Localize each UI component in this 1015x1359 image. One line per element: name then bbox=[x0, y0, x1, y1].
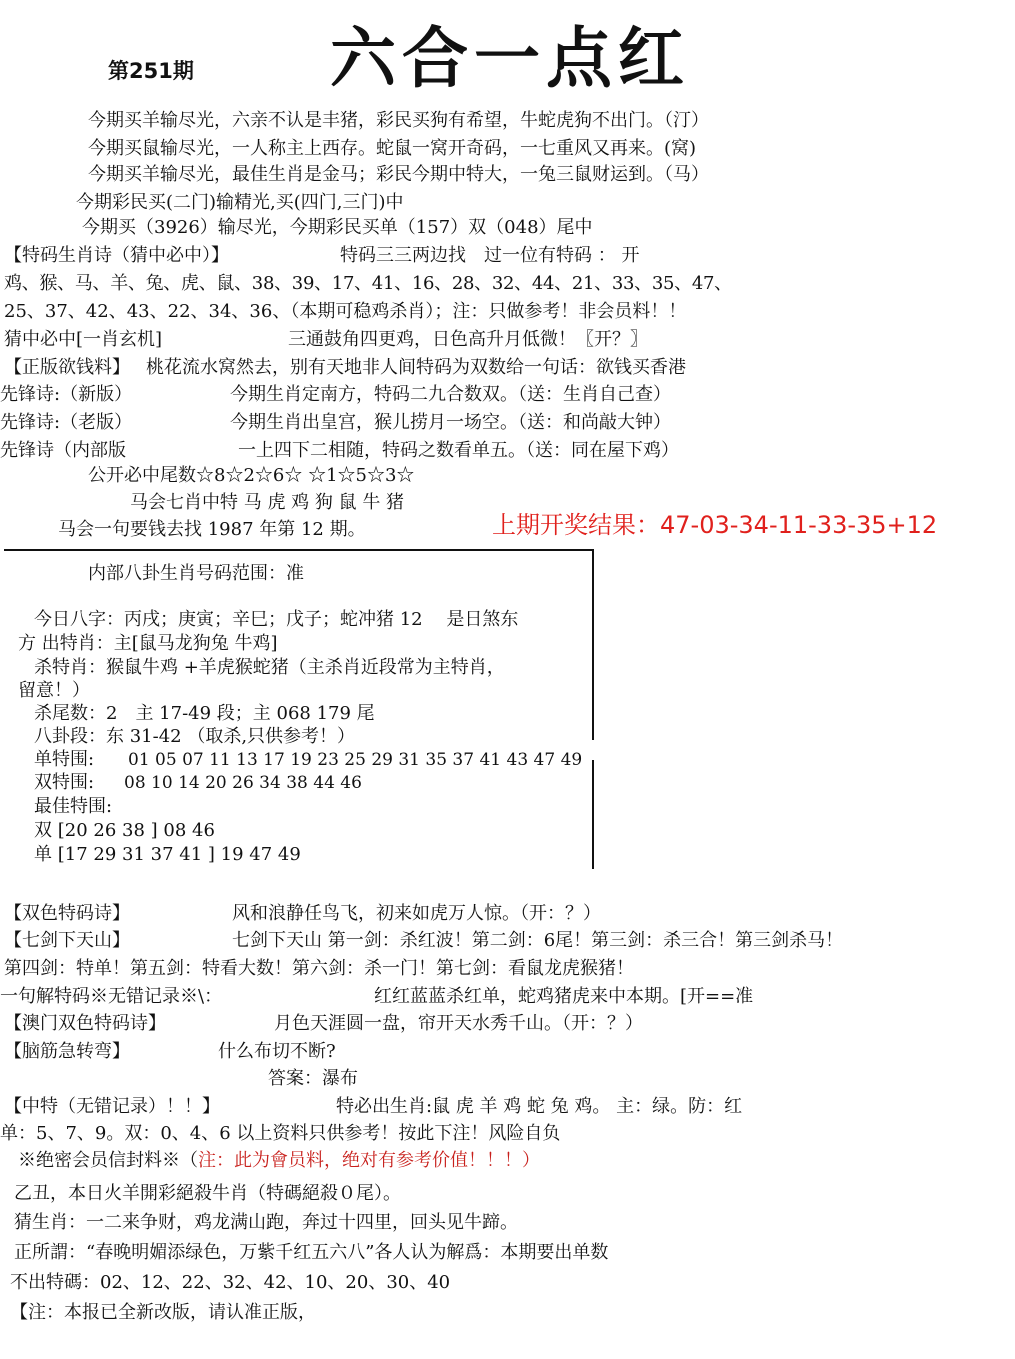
member-line-2: 猜生肖：一二来争财，鸡龙满山跑，奔过十四里，回头见牛蹄。 bbox=[14, 1212, 518, 1233]
double-range-label: 双特围: bbox=[34, 772, 95, 793]
horse-sentence: 马会一句要钱去找 1987 年第 12 期。 bbox=[58, 519, 366, 540]
last-result-label: 上期开奖结果： bbox=[492, 511, 660, 539]
pioneer-text-internal: 一上四下二相随，特码之数看单五。（送：同在屋下鸡） bbox=[238, 440, 679, 461]
footer-note: 【注：本报已全新改版，请认准正版， bbox=[10, 1302, 316, 1323]
poem-list-1: 鸡、猴、马、羊、兔、虎、鼠、38、39、17、41、16、28、32、44、21、33、35、47、 bbox=[4, 273, 732, 294]
pioneer-label-new: 先锋诗:（新版） bbox=[0, 384, 133, 405]
macau-label: 【澳门双色特码诗】 bbox=[4, 1013, 166, 1034]
best-single: 单 [17 29 31 37 41 ] 19 47 49 bbox=[34, 844, 301, 865]
brain-answer: 答案：瀑布 bbox=[268, 1068, 358, 1089]
one-sentence-label: 一句解特码※无错记录※\： bbox=[0, 986, 223, 1007]
pioneer-label-internal: 先锋诗（内部版 bbox=[0, 440, 126, 461]
brain-label: 【脑筋急转弯】 bbox=[4, 1041, 130, 1062]
seven-swords-label: 【七剑下天山】 bbox=[4, 930, 130, 951]
tail-numbers: 公开必中尾数☆8☆2☆6☆ ☆1☆5☆3☆ bbox=[88, 465, 415, 486]
pioneer-label-old: 先锋诗:（老版） bbox=[0, 412, 133, 433]
intro-line-1: 今期买羊输尽光，六亲不认是丰猪，彩民买狗有希望，牛蛇虎狗不出门。（汀） bbox=[88, 110, 709, 131]
intro-line-2: 今期买鼠输尽光，一人称主上西存。蛇鼠一窝开奇码，一七重风又再来。(窝) bbox=[88, 138, 697, 159]
member-label: ※绝密会员信封料※（ bbox=[18, 1150, 198, 1171]
pioneer-text-new: 今期生肖定南方，特码二九合数双。（送：生肖自己查） bbox=[230, 384, 671, 405]
bagua-line-5: 杀尾数：2 主 17-49 段；主 068 179 尾 bbox=[34, 703, 375, 724]
last-result bbox=[492, 510, 937, 540]
poem-list-2: 25、37、42、43、22、34、36、（本期可稳鸡杀肖）；注：只做参考！非会员料！！ bbox=[4, 301, 687, 322]
zhongte-label: 【中特（无错记录）！！】 bbox=[4, 1096, 220, 1117]
zhongte-text: 特必出生肖:鼠 虎 羊 鸡 蛇 兔 鸡。 主：绿。防：红 bbox=[336, 1096, 743, 1117]
poem-heading: 【特码生肖诗（猜中必中）】 bbox=[4, 245, 229, 266]
member-line-3: 正所謂：“春晚明媚添绿色，万紫千红五六八”各人认为解爲：本期要出单数 bbox=[14, 1242, 609, 1263]
pioneer-text-old: 今期生肖出皇宫，猴儿捞月一场空。（送：和尚敲大钟） bbox=[230, 412, 671, 433]
member-line-1: 乙丑，本日火羊開彩絕殺牛肖（特碼絕殺０尾）。 bbox=[14, 1183, 401, 1204]
best-range-label: 最佳特围: bbox=[34, 796, 113, 817]
intro-line-4: 今期彩民买(二门)输精光,买(四门,三门)中 bbox=[76, 192, 404, 213]
member-line bbox=[18, 1150, 540, 1172]
single-range-values: 01 05 07 11 13 17 19 23 25 29 31 35 37 41 43 47 49 bbox=[128, 750, 583, 770]
bagua-box-gap bbox=[592, 740, 596, 760]
bagua-line-1: 今日八字：丙戌；庚寅；辛巳；戊子；蛇冲猪 12 是日煞东 bbox=[34, 609, 519, 630]
best-double: 双 [20 26 38 ] 08 46 bbox=[34, 820, 215, 841]
money-label: 【正版欲钱料】 bbox=[4, 357, 130, 378]
zhongte-line-2: 单：5、7、9。双：0、4、6 以上资料只供参考！按此下注！风险自负 bbox=[0, 1123, 561, 1144]
riddle-text: 三通鼓角四更鸡，日色高升月低微！〖开？〗 bbox=[288, 329, 648, 350]
riddle-label: 猜中必中[一肖玄机] bbox=[4, 329, 163, 350]
intro-line-3: 今期买羊输尽光，最佳生肖是金马；彩民今期中特大，一兔三鼠财运到。（马） bbox=[88, 164, 709, 185]
money-text: 桃花流水窝然去，别有天地非人间特码为双数给一句话：欲钱买香港 bbox=[146, 357, 686, 378]
bagua-line-2: 方 出特肖：主[鼠马龙狗兔 牛鸡] bbox=[18, 633, 278, 654]
member-note: 注：此为會员料，绝对有参考价值！！！） bbox=[198, 1150, 540, 1171]
seven-swords-line-2: 第四剑：特单！第五剑：特看大数！第六剑：杀一门！第七剑：看鼠龙虎猴猪！ bbox=[4, 958, 634, 979]
poem-clue: 特码三三两边找 过一位有特码 ： 开 bbox=[340, 245, 640, 266]
bagua-line-3: 杀特肖：猴鼠牛鸡 +羊虎猴蛇猪（主杀肖近段常为主特肖， bbox=[34, 657, 505, 678]
issue-number: 第251期 bbox=[108, 59, 194, 83]
single-range-label: 单特围: bbox=[34, 749, 95, 770]
intro-line-5: 今期买（3926）输尽光，今期彩民买单（157）双（048）尾中 bbox=[82, 217, 593, 238]
macau-text: 月色天涯圆一盘，帘开天水秀千山。（开：？） bbox=[274, 1013, 643, 1034]
bagua-heading: 内部八卦生肖号码范围：准 bbox=[88, 563, 304, 584]
double-range-values: 08 10 14 20 26 34 38 44 46 bbox=[124, 773, 362, 793]
bagua-line-6: 八卦段：东 31-42 （取杀,只供参考！） bbox=[34, 726, 356, 747]
seven-swords-text: 七剑下天山 第一剑：杀红波！第二剑：6尾！第三剑：杀三合！第三剑杀马！ bbox=[232, 930, 844, 951]
bagua-line-4: 留意！） bbox=[18, 680, 90, 701]
brain-question: 什么布切不断? bbox=[218, 1041, 336, 1062]
double-color-text: 风和浪静任鸟飞，初来如虎万人惊。（开：？） bbox=[232, 903, 601, 924]
horse-seven: 马会七肖中特 马 虎 鸡 狗 鼠 牛 猪 bbox=[130, 492, 405, 513]
double-color-label: 【双色特码诗】 bbox=[4, 903, 130, 924]
member-line-4: 不出特碼：02、12、22、32、42、10、20、30、40 bbox=[10, 1272, 451, 1293]
page-title: 六合一点红 bbox=[330, 20, 690, 97]
last-result-numbers: 47-03-34-11-33-35+12 bbox=[660, 511, 938, 539]
one-sentence-text: 红红蓝蓝杀红单，蛇鸡猪虎来中本期。[开==准 bbox=[374, 986, 754, 1007]
